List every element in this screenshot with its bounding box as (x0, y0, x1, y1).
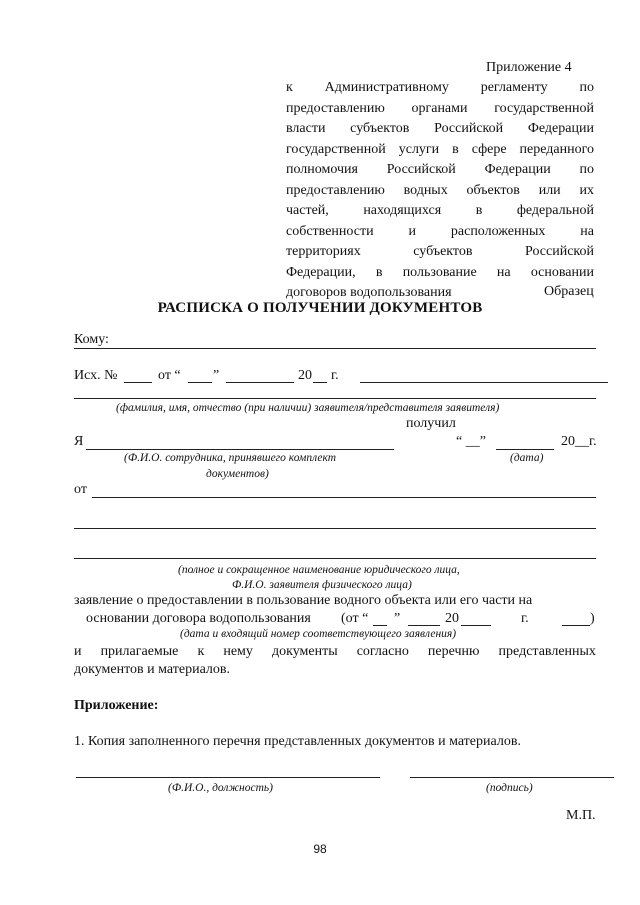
statement-year-suffix: г. (521, 611, 529, 626)
received-date-quotes: “ __” (456, 434, 486, 449)
annex-word: территориях (286, 244, 361, 259)
caption-org-1: (полное и сокращенное наименование юридического лица, (178, 564, 460, 576)
annex-line (286, 140, 594, 161)
caption-signature: (подпись) (486, 782, 533, 794)
outgoing-year-suffix: г. (331, 368, 339, 383)
caption-applicant: (фамилия, имя, отчество (при наличии) заявителя/представителя заявителя) (116, 402, 500, 414)
statement-basis: основании договора водопользования (86, 611, 311, 626)
applicant-name-line[interactable] (74, 398, 596, 399)
annex-word: Российской (525, 244, 594, 259)
stamp-label: М.П. (566, 808, 596, 823)
caption-position: (Ф.И.О., должность) (168, 782, 273, 794)
caption-employee-1: (Ф.И.О. сотрудника, принявшего комплект (124, 452, 337, 464)
annex-word: или (538, 182, 561, 198)
annex-word: пользование (402, 264, 477, 280)
attached-line-2: документов и материалов. (74, 662, 231, 677)
annex-word: государственной (286, 141, 386, 157)
annex-word: органами (411, 100, 468, 116)
attached-word: нему (223, 644, 253, 659)
attached-word: и (74, 644, 82, 659)
annex-word: объектов (466, 182, 520, 198)
annex-word: расположенных (450, 223, 546, 239)
annex-text (286, 78, 594, 304)
employee-name-line[interactable] (86, 449, 394, 450)
caption-org-2: Ф.И.О. заявителя физического лица) (232, 579, 412, 591)
statement-number-field[interactable] (562, 625, 590, 626)
annex-word: основании (530, 264, 594, 280)
annex-word: переданного (519, 141, 594, 157)
outgoing-number-label: Исх. № (74, 368, 118, 383)
annex-word: Российской (434, 121, 504, 136)
annex-word: власти (286, 121, 326, 136)
attached-word: документы (271, 644, 338, 659)
appendix-heading: Приложение: (74, 698, 159, 713)
statement-month-field[interactable] (408, 625, 440, 626)
attached-word: прилагаемые (100, 644, 179, 659)
annex-line (286, 181, 594, 202)
annex-word: собственности (286, 223, 374, 239)
appendix-item: 1. Копия заполненного перечня представленных документов и материалов. (74, 734, 521, 749)
attached-line-1 (74, 644, 596, 660)
attached-word: к (197, 644, 205, 659)
annex-word: в (375, 264, 383, 280)
annex-word: по (579, 162, 594, 177)
annex-line (286, 242, 594, 263)
outgoing-quote-close: ” (213, 368, 220, 383)
received-year: 20__г. (561, 434, 597, 449)
annex-word: полномочия (286, 162, 358, 177)
from-line-1[interactable] (92, 497, 596, 498)
annex-word: федеральной (516, 203, 594, 218)
statement-line-1: заявление о предоставлении в пользование водного объекта или его части на (74, 593, 533, 608)
annex-word: Федерации (484, 162, 551, 177)
outgoing-extra-line[interactable] (360, 382, 608, 383)
outgoing-year-prefix: 20 (298, 368, 312, 383)
outgoing-from-label: от “ (158, 368, 181, 383)
annex-line (286, 222, 594, 243)
signature-line[interactable] (410, 777, 614, 778)
caption-date: (дата) (510, 452, 544, 464)
caption-employee-2: документов) (206, 468, 269, 480)
annex-word: регламенту (480, 80, 548, 95)
annex-line (286, 160, 594, 181)
statement-day-field[interactable] (373, 625, 387, 626)
to-label: Кому: (74, 332, 109, 347)
from-label: от (74, 482, 87, 497)
statement-year-field[interactable] (461, 625, 491, 626)
page-number: 98 (313, 842, 327, 856)
statement-close-paren: ) (590, 611, 595, 626)
attached-word: перечню (427, 644, 480, 659)
outgoing-number-field[interactable] (124, 382, 152, 383)
statement-year-prefix: 20 (445, 611, 459, 626)
annex-word: услуги (398, 141, 440, 157)
statement-quote: ” (394, 611, 401, 626)
document-title: РАСПИСКА О ПОЛУЧЕНИИ ДОКУМЕНТОВ (157, 300, 483, 316)
from-line-3[interactable] (74, 558, 596, 559)
annex-word: субъектов (413, 244, 473, 259)
outgoing-day-field[interactable] (188, 382, 212, 383)
annex-word: субъектов (350, 121, 410, 136)
annex-word: по (579, 80, 594, 95)
annex-line (286, 263, 594, 284)
caption-statement: (дата и входящий номер соответствующего заявления) (180, 628, 457, 640)
annex-line (286, 119, 594, 140)
annex-word: находящихся (363, 203, 442, 218)
received-month-field[interactable] (496, 449, 554, 450)
position-line[interactable] (76, 777, 380, 778)
annex-word: и (408, 223, 416, 239)
annex-line (286, 99, 594, 120)
annex-word: договоров водопользования (286, 285, 452, 300)
annex-word: сфере (471, 141, 507, 157)
annex-word: предоставлению (286, 100, 385, 116)
annex-word: их (579, 182, 594, 198)
outgoing-year-field[interactable] (313, 382, 327, 383)
annex-word: государственной (494, 100, 594, 116)
annex-word: на (580, 223, 594, 239)
annex-line (286, 201, 594, 222)
statement-from: (от “ (341, 611, 369, 626)
annex-word: Федерации (527, 121, 594, 136)
annex-word: Федерации, (286, 264, 356, 280)
annex-word: Российской (386, 162, 456, 177)
annex-word: предоставлению (286, 182, 385, 198)
annex-word: частей, (286, 203, 329, 218)
annex-line (286, 78, 594, 99)
received-label: получил (406, 416, 456, 431)
annex-title: Приложение 4 (486, 60, 572, 75)
outgoing-month-field[interactable] (226, 382, 294, 383)
annex-word: в (475, 203, 483, 218)
annex-word: Административному (324, 80, 449, 95)
to-line[interactable] (74, 348, 596, 349)
annex-word: к (286, 80, 293, 95)
annex-word: в (452, 141, 459, 157)
annex-word: водных (403, 182, 448, 198)
annex-word: на (496, 264, 511, 280)
sample-label: Образец (544, 284, 594, 299)
attached-word: согласно (356, 644, 409, 659)
from-line-2[interactable] (74, 528, 596, 529)
i-label: Я (74, 434, 84, 449)
attached-word: представленных (498, 644, 596, 659)
